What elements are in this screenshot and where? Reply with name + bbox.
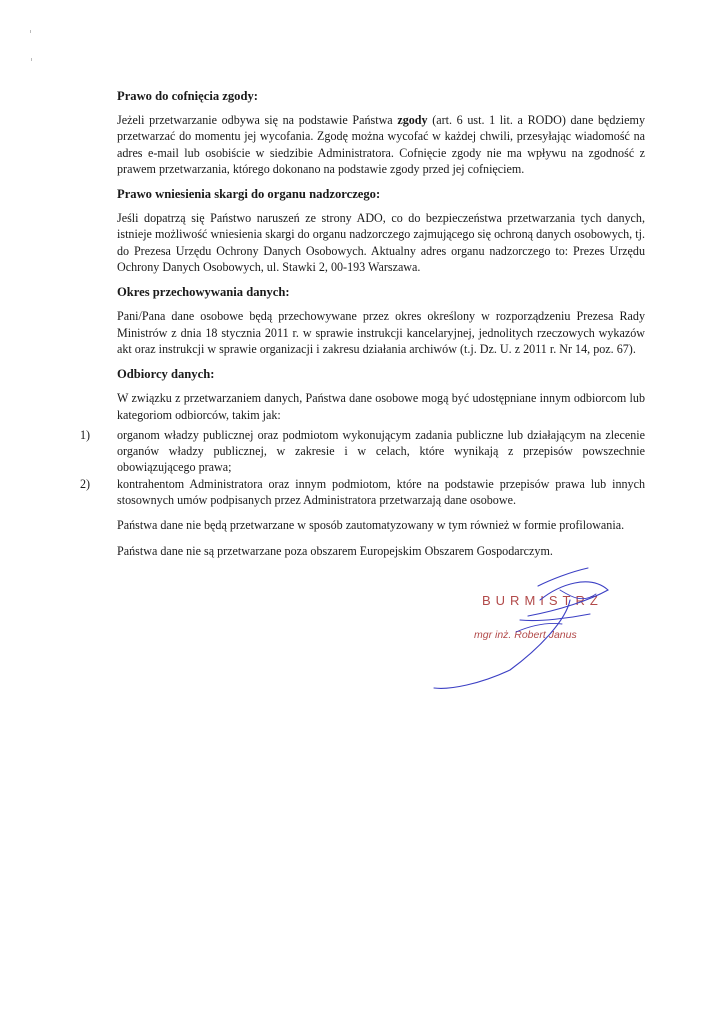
handwritten-signature <box>420 560 640 700</box>
retention-paragraph: Pani/Pana dane osobowe będą przechowywane przez okres określony w rozporządzeniu Prezesa Rady Ministrów z dnia 18 stycznia 2011 r. w sprawie instrukcji kancelaryjnej, jednolitych rzeczowych wykazów akt oraz instrukcji w sprawie organizacji i zakresu działania archiwów (t.j. Dz. U. z 2011 r. Nr 14, poz. 67). <box>117 309 645 356</box>
consent-paragraph: Jeżeli przetwarzanie odbywa się na podstawie Państwa zgody (art. 6 ust. 1 lit. a RODO) dane będziemy przetwarzać do momentu jej wycofania. Zgodę można wycofać w każdej chwili, przesyłając wiadomość na adres e-mail lub osobiście w siedzibie Administratora. Cofnięcie zgody nie ma wpływu na zgodność z prawem przetwarzania, którego dokonano na podstawie zgody przed jej cofnięciem. <box>117 113 645 176</box>
scan-speck <box>31 58 32 61</box>
list-item-number: 2) <box>80 476 91 491</box>
list-item-number: 1) <box>80 427 91 442</box>
list-item-text: kontrahentom Administratora oraz innym podmiotom, które na podstawie przepisów prawa lub innych stosownych umów podpisanych przez Administratora przetwarzają dane osobowe. <box>117 476 645 508</box>
heading-consent: Prawo do cofnięcia zgody: <box>117 89 258 103</box>
scan-speck <box>30 30 31 33</box>
list-item <box>80 427 645 476</box>
heading-recipients: Odbiorcy danych: <box>117 367 215 382</box>
recipients-list <box>80 427 645 508</box>
document-body <box>80 88 645 568</box>
stamp-name: mgr inż. Robert Janus <box>474 629 577 641</box>
complaint-paragraph: Jeśli dopatrzą się Państwo naruszeń ze strony ADO, co do bezpieczeństwa przetwarzania tych danych, istnieje możliwość wniesienia skargi do organu nadzorczego zajmującego się ochroną danych osobowych, tj. do Prezesa Urzędu Ochrony Danych Osobowych. Aktualny adres organu nadzorczego to: Prezes Urzędu Ochrony Danych Osobowych, ul. Stawki 2, 00-193 Warszawa. <box>117 211 645 275</box>
stamp-title: BURMISTRZ <box>482 593 603 608</box>
recipients-intro: W związku z przetwarzaniem danych, Państwa dane osobowe mogą być udostępniane innym odbiorcom lub kategoriom odbiorców, takim jak: <box>117 391 645 422</box>
closing-profiling: Państwa dane nie będą przetwarzane w sposób zautomatyzowany w tym również w formie profilowania. <box>117 518 625 533</box>
heading-complaint: Prawo wniesienia skargi do organu nadzorczego: <box>117 187 381 202</box>
consent-bold-word: zgody <box>397 113 428 127</box>
list-item <box>80 476 645 509</box>
list-item-text: organom władzy publicznej oraz podmiotom wykonującym zadania publiczne lub działającym na zlecenie organów władzy publicznej, w zakresie i w celach, które wynikają z przepisów powszechnie obowiązującego prawa; <box>117 427 645 475</box>
heading-retention: Okres przechowywania danych: <box>117 285 290 300</box>
closing-eea: Państwa dane nie są przetwarzane poza obszarem Europejskim Obszarem Gospodarczym. <box>117 543 553 558</box>
